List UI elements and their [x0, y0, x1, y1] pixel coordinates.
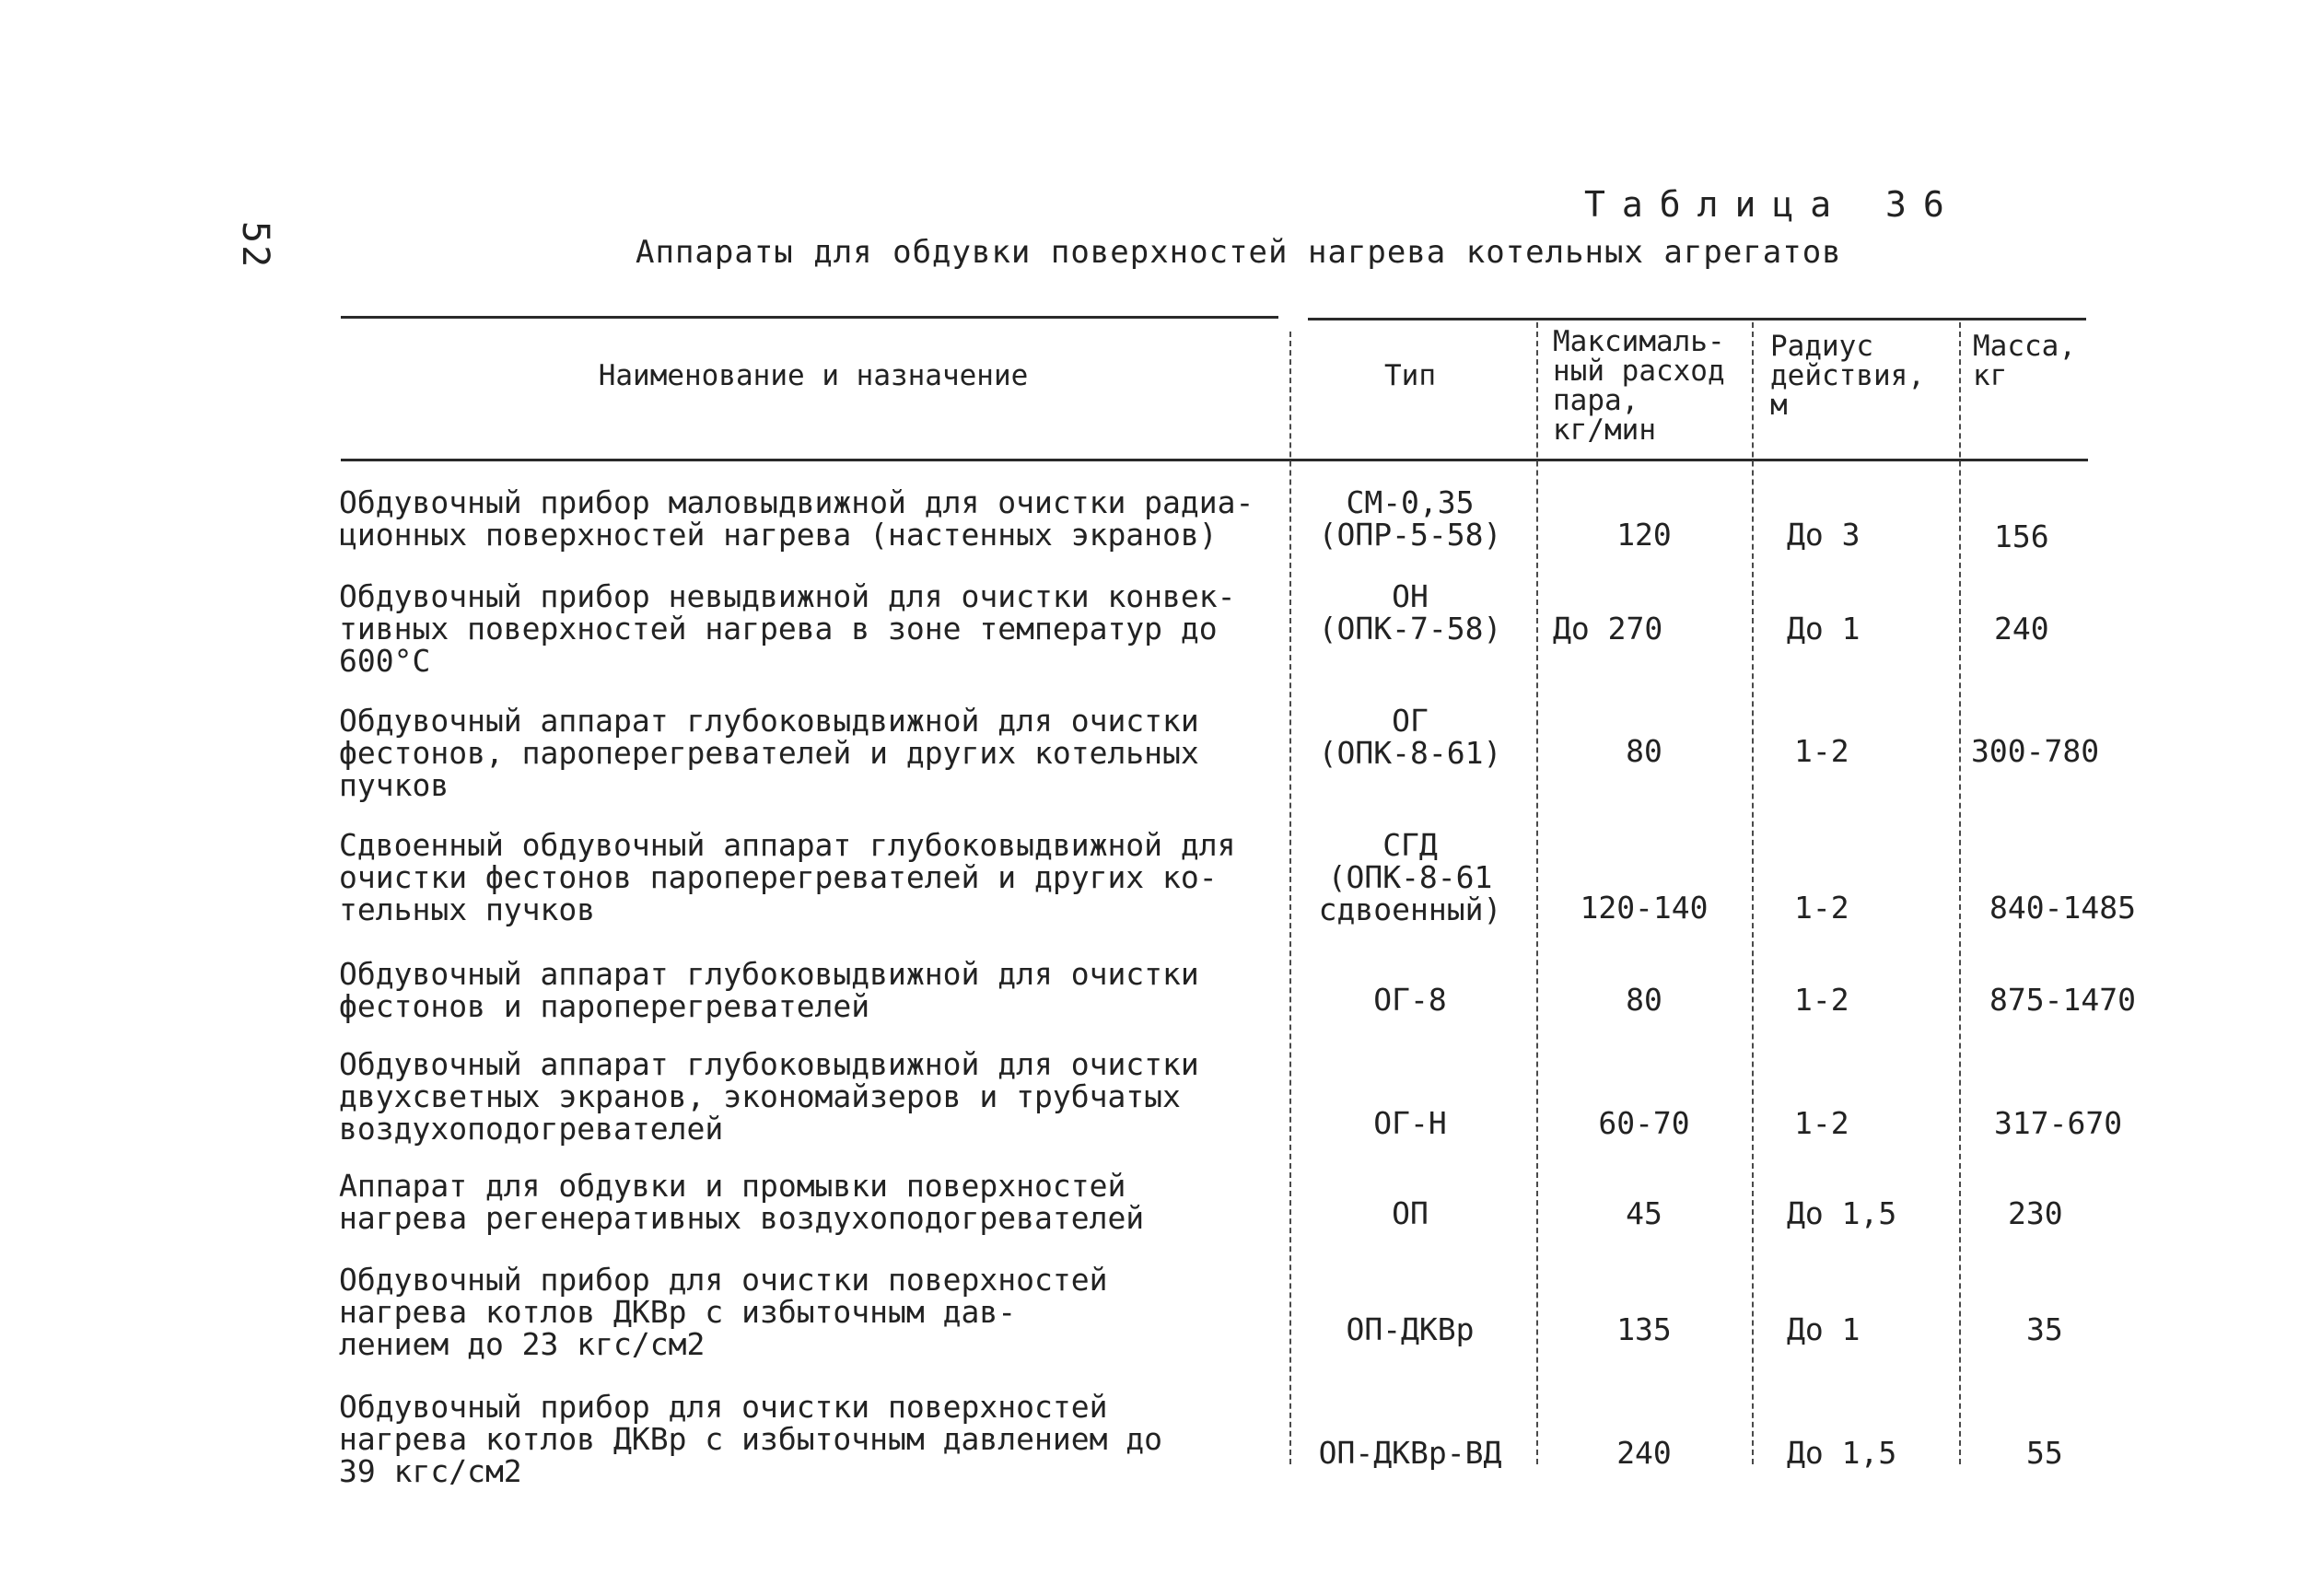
table-label: Таблица 36 [1584, 184, 1961, 225]
header-bottom-rule [341, 459, 2088, 461]
row-name: Обдувочный аппарат глубоковыдвижной для очистки двухсветных экранов, экономайзеров и трубчатых воздухоподогревателей [339, 1046, 1199, 1147]
row-consumption: 60-70 [1598, 1105, 1690, 1141]
row-mass: 317-670 [1994, 1105, 2123, 1141]
row-consumption: 120-140 [1580, 890, 1709, 926]
row-mass: 35 [2026, 1311, 2063, 1347]
row-radius: 1-2 [1794, 982, 1849, 1018]
page-number: 52 [234, 221, 276, 270]
row-consumption: 135 [1616, 1311, 1672, 1347]
row-type: ОГ-Н [1373, 1105, 1447, 1141]
table-top-rule-left [341, 316, 1278, 319]
row-type: ОН (ОПК-7-58) [1318, 578, 1502, 647]
row-radius: До 1 [1787, 611, 1861, 647]
header-mass: Масса, кг [1973, 330, 2076, 392]
row-type: ОГ (ОПК-8-61) [1318, 703, 1502, 771]
row-radius: 1-2 [1794, 733, 1849, 769]
row-radius: 1-2 [1794, 890, 1849, 926]
row-type: СМ-0,35 (ОПР-5-58) [1318, 484, 1502, 553]
row-name: Обдувочный прибор невыдвижной для очистки конвек- тивных поверхностей нагрева в зоне температур до 600°С [339, 578, 1236, 679]
row-radius: 1-2 [1794, 1105, 1849, 1141]
row-radius: До 3 [1787, 517, 1861, 553]
row-name: Аппарат для обдувки и промывки поверхностей нагрева регенеративных воздухоподогревателей [339, 1168, 1145, 1236]
row-mass: 840-1485 [1989, 890, 2136, 926]
header-consumption: Максималь- ный расход пара, кг/мин [1553, 325, 1725, 447]
header-radius: Радиус действия, м [1770, 330, 1925, 422]
table-top-rule-right [1308, 318, 2086, 320]
row-radius: До 1,5 [1787, 1435, 1897, 1471]
row-type: ОП-ДКВр [1346, 1311, 1475, 1347]
row-name: Обдувочный прибор маловыдвижной для очистки радиа- ционных поверхностей нагрева (настенных экранов) [339, 484, 1254, 553]
row-radius: До 1 [1787, 1311, 1861, 1347]
row-type: СГД (ОПК-8-61 сдвоенный) [1318, 827, 1502, 927]
row-consumption: 80 [1626, 982, 1662, 1018]
row-consumption: 80 [1626, 733, 1662, 769]
row-type: ОП [1392, 1195, 1429, 1231]
row-consumption: До 270 [1553, 611, 1663, 647]
row-mass: 156 [1994, 518, 2049, 554]
header-name: Наименование и назначение [598, 359, 1029, 392]
row-mass: 240 [1994, 611, 2049, 647]
row-radius: До 1,5 [1787, 1195, 1897, 1231]
row-name: Обдувочный прибор для очистки поверхностей нагрева котлов ДКВр с избыточным дав- лением до 23 кгс/см2 [339, 1262, 1108, 1362]
row-type: ОП-ДКВр-ВД [1318, 1435, 1502, 1471]
row-name: Обдувочный прибор для очистки поверхностей нагрева котлов ДКВр с избыточным давлением до 39 кгс/см2 [339, 1389, 1163, 1489]
row-consumption: 240 [1616, 1435, 1672, 1471]
header-type: Тип [1384, 359, 1436, 392]
row-name: Обдувочный аппарат глубоковыдвижной для очистки фестонов, пароперегревателей и других котельных пучков [339, 703, 1199, 803]
row-name: Сдвоенный обдувочный аппарат глубоковыдвижной для очистки фестонов пароперегревателей и других ко- тельных пучков [339, 827, 1236, 927]
table-title: Аппараты для обдувки поверхностей нагрева котельных агрегатов [636, 234, 1842, 271]
row-name: Обдувочный аппарат глубоковыдвижной для очистки фестонов и пароперегревателей [339, 956, 1199, 1024]
row-mass: 875-1470 [1989, 982, 2136, 1018]
row-consumption: 120 [1616, 517, 1672, 553]
row-mass: 55 [2026, 1435, 2063, 1471]
col-separator-3 [1752, 322, 1754, 1464]
row-consumption: 45 [1626, 1195, 1662, 1231]
row-mass: 300-780 [1971, 733, 2100, 769]
row-mass: 230 [2008, 1195, 2063, 1231]
row-type: ОГ-8 [1373, 982, 1447, 1018]
